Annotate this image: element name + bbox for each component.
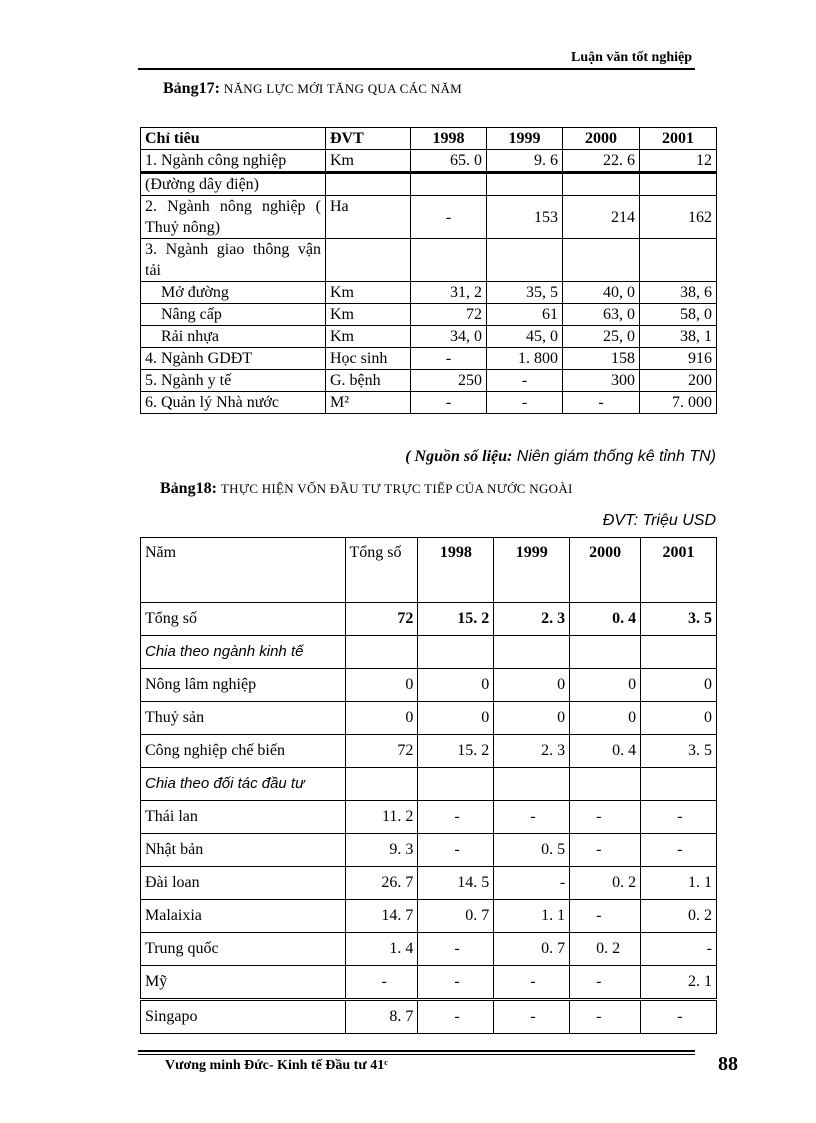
table-cell: 2. 3 [494,603,570,636]
table-cell: - [418,834,494,867]
table-cell: - [418,1000,494,1034]
table-row [141,900,717,933]
table-cell: 14. 5 [418,867,494,900]
table-cell: 0 [418,702,494,735]
table-cell: 3. Ngành giao thông vận tải [141,239,326,282]
table-cell: - [418,933,494,966]
table-cell: 0 [641,669,717,702]
table-cell: 0 [494,702,570,735]
source-text: Niên giám thống kê tỉnh TN) [512,448,716,465]
table-cell: 25, 0 [563,326,640,348]
table18 [140,537,717,1034]
table-cell: 6. Quản lý Nhà nước [141,392,326,414]
footer-author: Vương minh Đức- Kinh tế Đầu tư 41ᶜ [165,1058,388,1073]
header-cell: Chỉ tiêu [141,128,326,150]
table-cell: Mỹ [141,966,346,1000]
table-cell: 35, 5 [487,282,563,304]
table-cell: 1. Ngành công nghiệp [141,150,326,173]
header-cell: Năm [141,538,346,603]
table17-caption [163,80,462,98]
table-cell: 0. 2 [641,900,717,933]
table-row [141,348,717,370]
header-rule [138,68,695,70]
table-cell: 2. 3 [494,735,570,768]
table-cell: 300 [563,370,640,392]
table-cell: 214 [563,196,640,239]
table-cell: 34, 0 [411,326,487,348]
table-cell [640,239,717,282]
table-cell: 0. 5 [494,834,570,867]
table-cell: 0. 4 [570,735,641,768]
table-cell: 250 [411,370,487,392]
table-cell: 0 [641,702,717,735]
table-cell: 162 [640,196,717,239]
table-cell: 0. 2 [570,867,641,900]
table-cell: 0 [494,669,570,702]
source-label: ( Nguồn số liệu: [405,448,513,465]
header-cell: Tổng số [345,538,418,603]
table-cell: 7. 000 [640,392,717,414]
table-cell: - [641,834,717,867]
table-cell: 40, 0 [563,282,640,304]
table-cell: - [418,801,494,834]
table-cell: 0 [418,669,494,702]
table-cell: 22. 6 [563,150,640,173]
table-cell: Km [326,282,411,304]
table-cell: - [411,392,487,414]
table-cell: - [411,348,487,370]
header-cell: 1999 [494,538,570,603]
table-cell: 200 [640,370,717,392]
table-cell: 2. 1 [641,966,717,1000]
table-cell: 0. 7 [494,933,570,966]
table-cell: 8. 7 [345,1000,418,1034]
table-cell: 38, 6 [640,282,717,304]
table-cell: - [570,801,641,834]
table-cell: 11. 2 [345,801,418,834]
table-cell: - [487,370,563,392]
table-cell: Thái lan [141,801,346,834]
section-row [141,636,717,669]
table-row [141,801,717,834]
table-cell [563,173,640,196]
table-cell: - [570,834,641,867]
table-cell: 1. 1 [494,900,570,933]
page-number: 88 [718,1053,738,1075]
table-cell: 63, 0 [563,304,640,326]
table-cell: - [494,801,570,834]
table-cell: 1. 1 [641,867,717,900]
table-cell: Đài loan [141,867,346,900]
table-cell: 72 [345,735,418,768]
table-cell: 38, 1 [640,326,717,348]
table-cell: 5. Ngành y tế [141,370,326,392]
table-cell: 15. 2 [418,735,494,768]
table-cell: 0 [570,669,641,702]
table-cell: 58, 0 [640,304,717,326]
table-cell: - [570,966,641,1000]
header-cell: ĐVT [326,128,411,150]
section-row [141,768,717,801]
table-row [141,173,717,196]
table-cell: 31, 2 [411,282,487,304]
header-cell: 1999 [487,128,563,150]
footer-rule-bottom [138,1054,695,1055]
table-cell [411,173,487,196]
table-cell: Tổng số [141,603,346,636]
table-cell: Malaixia [141,900,346,933]
header-cell: 2001 [640,128,717,150]
table-row [141,1000,717,1034]
total-row [141,603,717,636]
table-row [141,669,717,702]
table-row [141,834,717,867]
table-cell: 14. 7 [345,900,418,933]
table-cell: 4. Ngành GDĐT [141,348,326,370]
table-cell: M² [326,392,411,414]
table-cell: - [563,392,640,414]
table-cell: 9. 3 [345,834,418,867]
table-cell: 0 [345,702,418,735]
header-cell: 2001 [641,538,717,603]
table-row [141,735,717,768]
table-cell: Km [326,326,411,348]
table-cell [487,173,563,196]
table-cell: 0 [345,669,418,702]
table-cell: 153 [487,196,563,239]
section-label: Chia theo đối tác đầu tư [141,768,346,801]
table-row [141,239,717,282]
table-cell: 15. 2 [418,603,494,636]
table-cell: 12 [640,150,717,173]
table-row [141,966,717,1000]
table-cell: 0 [570,702,641,735]
header-cell: 1998 [411,128,487,150]
table-cell [411,239,487,282]
table-row [141,282,717,304]
table-cell: 916 [640,348,717,370]
table-cell: 0. 7 [418,900,494,933]
table-cell: G. bệnh [326,370,411,392]
table-cell: Học sinh [326,348,411,370]
table18-title: THỰC HIỆN VỐN ĐẦU TƯ TRỰC TIẾP CỦA NƯỚC NGOÀI [220,481,573,496]
table-header-row [141,538,717,603]
table-cell: - [641,933,717,966]
table-cell: 1. 4 [345,933,418,966]
table-cell: 158 [563,348,640,370]
table-cell: - [418,966,494,1000]
footer-rule-top [138,1050,695,1052]
table-cell: Công nghiệp chế biến [141,735,346,768]
table-cell: 72 [345,603,418,636]
table-cell: Singapo [141,1000,346,1034]
table-cell: 1. 800 [487,348,563,370]
table-cell: Nâng cấp [141,304,326,326]
table-cell: - [494,867,570,900]
table-cell: Nông lâm nghiệp [141,669,346,702]
header-cell: 1998 [418,538,494,603]
table-cell: 65. 0 [411,150,487,173]
table-cell: Km [326,304,411,326]
table-cell: Ha [326,196,411,239]
table-cell: Thuỷ sản [141,702,346,735]
table18-caption [160,480,573,498]
table-cell: Mở đường [141,282,326,304]
table-row [141,392,717,414]
table-cell [563,239,640,282]
table-row [141,304,717,326]
table-cell: 3. 5 [641,603,717,636]
table-cell: - [487,392,563,414]
table17-source [405,448,716,466]
table-cell: 2. Ngành nông nghiệp ( Thuỷ nông) [141,196,326,239]
table-cell: - [494,966,570,1000]
table17 [140,127,717,414]
header-cell: 2000 [570,538,641,603]
table18-unit: ĐVT: Triệu USD [602,512,716,529]
table-cell: Km [326,150,411,173]
table-cell: 0. 2 [570,933,641,966]
table-cell: - [570,900,641,933]
table-cell: Rải nhựa [141,326,326,348]
table-cell: Trung quốc [141,933,346,966]
table-cell [487,239,563,282]
table-row [141,326,717,348]
table-cell: - [570,1000,641,1034]
table-cell: Nhật bản [141,834,346,867]
header-cell: 2000 [563,128,640,150]
table-cell: 9. 6 [487,150,563,173]
table-cell: 45, 0 [487,326,563,348]
table-cell: 3. 5 [641,735,717,768]
table-cell: - [641,1000,717,1034]
table-row [141,867,717,900]
table-row [141,196,717,239]
table-cell: (Đường dây điện) [141,173,326,196]
table-cell [326,173,411,196]
table-row [141,370,717,392]
table17-title: NĂNG LỰC MỚI TĂNG QUA CÁC NĂM [223,81,463,96]
table-cell: 26. 7 [345,867,418,900]
running-header: Luận văn tốt nghiệp [571,50,692,65]
table-cell: 72 [411,304,487,326]
table-row [141,150,717,173]
table-cell: - [494,1000,570,1034]
table-cell [640,173,717,196]
table-cell: 0. 4 [570,603,641,636]
section-label: Chia theo ngành kinh tế [141,636,346,669]
table-row [141,702,717,735]
table-header-row [141,128,717,150]
table-cell: - [641,801,717,834]
table-cell: 61 [487,304,563,326]
table18-label: Bảng18: [160,480,217,497]
table-cell: - [411,196,487,239]
table17-label: Bảng17: [163,80,220,97]
table-cell: - [345,966,418,1000]
table-cell [326,239,411,282]
table-row [141,933,717,966]
